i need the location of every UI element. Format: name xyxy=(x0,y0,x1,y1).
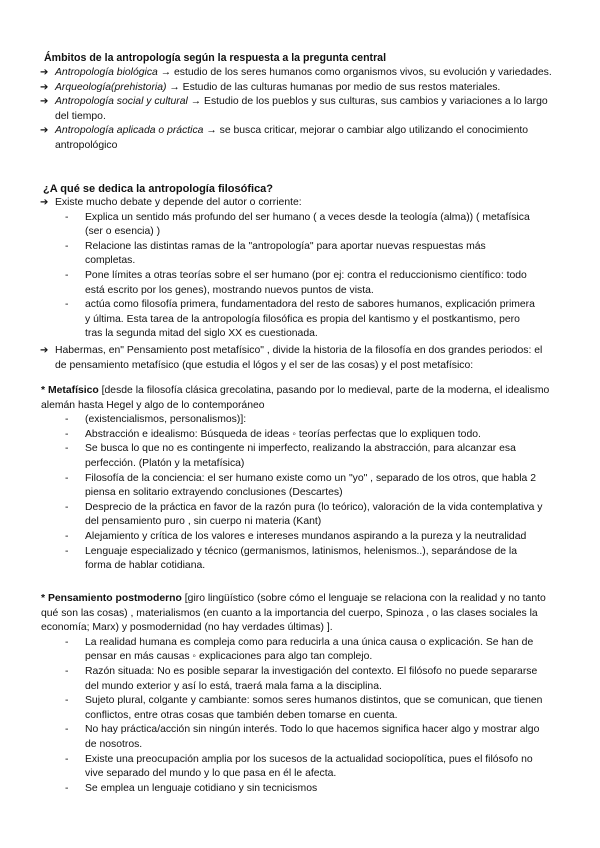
definition: estudio de los seres humanos como organismos vivos, su evolución y variedades. xyxy=(174,67,552,78)
list-item: - Explica un sentido más profundo del ser humano ( a veces desde la teología (alma)) ( metafísica (ser o esencia) ) xyxy=(65,211,530,238)
habermas-text: Habermas, en" Pensamiento post metafísico" , divide la historia de la filosofía en dos grandes periodos: el de pensamiento metafísico (que estudia el lógos y el ser de las cosas) y el post metafísico: xyxy=(55,344,543,371)
term: Antropología social y cultural xyxy=(55,96,188,108)
list-item: - (existencialismos, personalismos)]: xyxy=(65,414,247,426)
list-item: - Alejamiento y crítica de los valores e intereses mundanos aspirando a la pureza y la neutralidad xyxy=(65,530,527,542)
intro-text: Existe mucho debate y depende del autor o corriente: xyxy=(55,197,302,208)
list-item: - Desprecio de la práctica en favor de la razón pura (lo teórico), valoración de la vida contemplativa y del pensamiento puro , sin cuerpo ni materia (Kant) xyxy=(65,501,543,528)
metafisico-label: Metafísico xyxy=(47,385,99,396)
metafisico-intro: * Metafísico [desde la filosofía clásica grecolatina, pasando por lo medieval, parte de la moderna, el idealismo alemán hasta Hegel y algo de lo contemporáneo xyxy=(41,385,550,411)
filosofica-block xyxy=(41,196,555,373)
metafisico-dash-list xyxy=(65,413,543,574)
definition: Estudio de las culturas humanas por medio de sus restos materiales. xyxy=(182,81,501,93)
list-item: - Filosofía de la conciencia: el ser humano existe como un "yo" , separado de los otros, que habla 2 piensa en solitario extrayendo conclusiones (Descartes) xyxy=(65,472,536,499)
list-item: - Lenguaje especializado y técnico (germanismos, latinismos, helenismos..), separándose de la forma de hablar cotidiana. xyxy=(65,545,518,572)
list-item: - Relacione las distintas ramas de la "antropología" para aportar nuevas respuestas más completas. xyxy=(65,240,486,267)
postmoderno-dash-list xyxy=(65,636,543,797)
list-item xyxy=(41,196,555,211)
list-item: ➔ Antropología biológica → estudio de los seres humanos como organismos vivos, su evolución y variedades. xyxy=(41,66,555,81)
list-item: ➔ Antropología social y cultural → Estudio de los pueblos y sus culturas, sus cambios y variaciones a lo largo del tiempo. xyxy=(40,96,548,122)
arrow-bullet-icon: ➔ xyxy=(40,344,49,356)
definition: se busca criticar, mejorar o cambiar algo utilizando el conocimiento antropológico xyxy=(55,125,529,151)
term: Antropología aplicada o práctica xyxy=(55,125,204,137)
ambitos-list xyxy=(41,66,555,154)
list-item: - Se busca lo que no es contingente ni imperfecto, realizando la abstracción, para alcanzar esa perfección. (Platón y la metafísica) xyxy=(65,443,516,469)
list-item: - Pone límites a otras teorías sobre el ser humano (por ej: contra el reduccionismo científico: todo está escrito por los genes), mostrando nuevos puntos de vista. xyxy=(65,269,527,296)
list-item: - Se emplea un lenguaje cotidiano y sin tecnicismos xyxy=(65,782,318,794)
definition: Estudio de los pueblos y sus culturas, sus cambios y variaciones a lo largo del tiempo. xyxy=(55,96,548,122)
postmoderno-intro: * Pensamiento postmoderno [giro lingüístico (sobre cómo el lenguaje se relaciona con la realidad y no tanto qué son las cosas) , materialismos (en cuanto a la importancia del cuerpo, Spinoza , o las clases sociales la economía; Marx) y posmodernidad (no hay verdades últimas) ]. xyxy=(41,593,546,634)
list-item: ➔ Arqueología(prehistoria) → Estudio de las culturas humanas por medio de sus restos materiales. xyxy=(41,81,555,96)
list-item: ➔ Antropología aplicada o práctica → se busca criticar, mejorar o cambiar algo utilizando el conocimiento antropológico xyxy=(40,125,529,151)
metafisico-block xyxy=(41,384,555,574)
term: Arqueología(prehistoria) xyxy=(55,81,167,93)
postmoderno-label: Pensamiento postmoderno xyxy=(47,593,182,604)
list-item: - actúa como filosofía primera, fundamentadora del resto de sabores humanos, explicación primera y última. Esta tarea de la antropología filosófica es propia del kantismo y el postkantismo, pero tras la segunda mitad del siglo XX es cuestionada. xyxy=(65,299,535,340)
postmoderno-block xyxy=(41,592,555,796)
list-item: - La realidad humana es compleja como para reducirla a una única causa o explicación. Se han de pensar en más causas ◦ explicaciones para algo tan complejo. xyxy=(65,636,534,663)
list-item: - Sujeto plural, colgante y cambiante: somos seres humanos distintos, que se comunican, que tienen conflictos, entre otras cosas que también deben tomarse en cuenta. xyxy=(65,695,543,721)
arrow-bullet-icon: ➔ xyxy=(40,67,49,78)
arrow-bullet-icon: ➔ xyxy=(40,197,49,208)
section-heading-ambitos: Ámbitos de la antropología según la respuesta a la pregunta central xyxy=(44,52,387,64)
list-item: - Existe una preocupación amplia por los sucesos de la actualidad sociopolítica, pues el filósofo no vive separado del mundo y lo que pasa en él le afecta. xyxy=(65,753,533,780)
list-item xyxy=(41,344,555,373)
list-item: - Razón situada: No es posible separar la investigación del contexto. El filósofo no puede separarse del mundo exterior y así lo está, traerá mala fama a la disciplina. xyxy=(65,665,538,692)
list-item: - No hay práctica/acción sin ningún interés. Todo lo que hacemos significa hacer algo y mostrar algo de nosotros. xyxy=(65,724,540,750)
section-heading-antropologia-filosofica: ¿A qué se dedica la antropología filosófica? xyxy=(43,183,274,195)
filosofica-dash-list xyxy=(65,211,535,342)
arrow-bullet-icon: ➔ xyxy=(40,96,49,108)
arrow-bullet-icon: ➔ xyxy=(40,81,49,93)
arrow-bullet-icon: ➔ xyxy=(40,125,49,137)
term: Antropología biológica xyxy=(55,67,158,78)
list-item: - Abstracción e idealismo: Búsqueda de ideas ◦ teorías perfectas que lo expliquen todo. xyxy=(65,428,481,440)
